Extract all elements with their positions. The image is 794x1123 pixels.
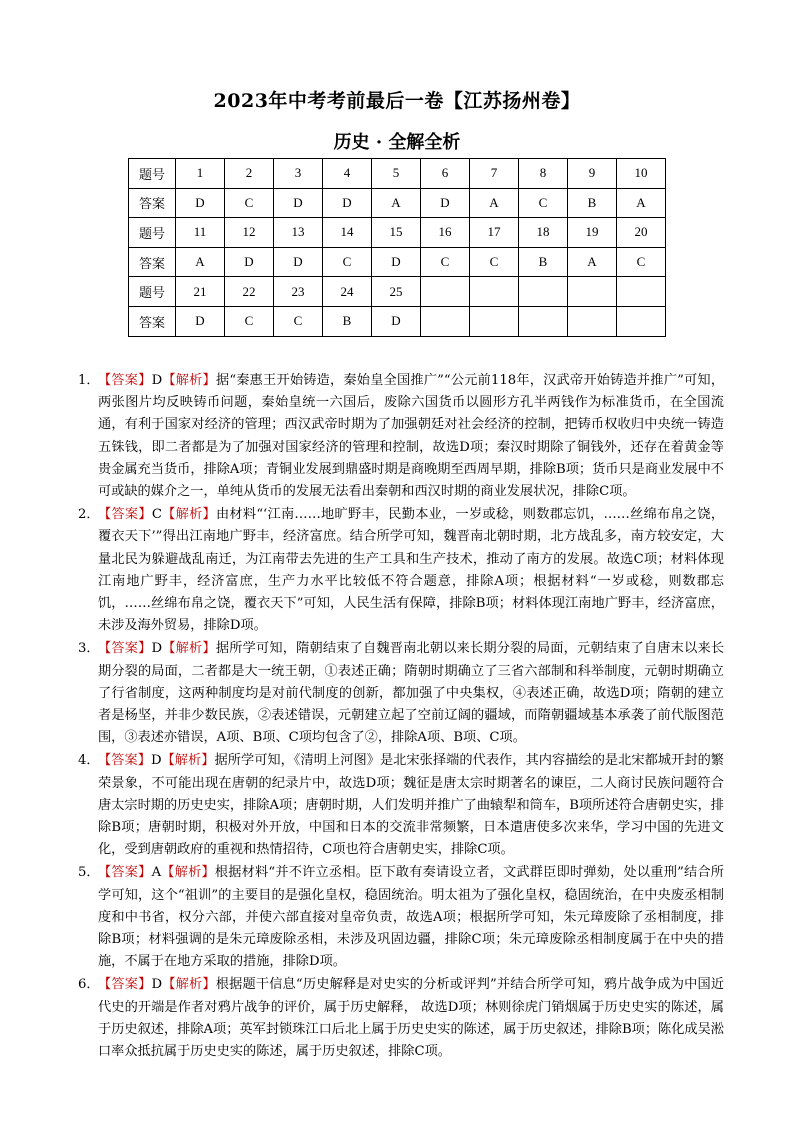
- item-number: 6．: [78, 977, 100, 993]
- table-cell: 6: [421, 159, 470, 189]
- list-item: [78, 504, 724, 637]
- analysis-label: 【解析】: [161, 865, 215, 881]
- table-cell: A: [568, 247, 617, 277]
- table-cell: A: [617, 188, 666, 218]
- table-cell: B: [568, 188, 617, 218]
- table-cell: [421, 277, 470, 307]
- table-row: [129, 247, 666, 277]
- table-cell: 23: [274, 277, 323, 307]
- table-row-header: 题号: [129, 218, 176, 248]
- table-cell: [421, 306, 470, 336]
- table-cell: C: [225, 306, 274, 336]
- table-row: [129, 277, 666, 307]
- table-row: [129, 159, 666, 189]
- table-cell: 22: [225, 277, 274, 307]
- table-cell: [568, 306, 617, 336]
- table-cell: 10: [617, 159, 666, 189]
- table-cell: [519, 306, 568, 336]
- answer-label: 【答案】: [98, 865, 152, 881]
- analysis-text: 根据题干信息“历史解释是对史实的分析或评判”并结合所学可知，鸦片战争成为中国近代史的开端是作者对鸦片战争的评价，属于历史解释， 故选D项；林则徐虎门销烟属于历史史实的陈述，属于历史叙述，排除A项；英军封锁珠江口后北上属于历史史实的陈述，属于历史叙述，排除B项；陈化成吴淞口率众抵抗属于历史史实的陈述，属于历史叙述，排除C项。: [98, 977, 725, 1060]
- table-cell: 4: [323, 159, 372, 189]
- table-cell: 25: [372, 277, 421, 307]
- table-cell: 13: [274, 218, 323, 248]
- item-number: 5．: [78, 865, 100, 881]
- table-row: [129, 218, 666, 248]
- table-row-header: 答案: [129, 188, 176, 218]
- table-cell: [617, 277, 666, 307]
- table-row: [129, 306, 666, 336]
- table-cell: D: [274, 247, 323, 277]
- table-cell: 21: [176, 277, 225, 307]
- table-cell: 8: [519, 159, 568, 189]
- answer-value: D: [151, 373, 163, 388]
- table-cell: 9: [568, 159, 617, 189]
- analysis-text: 根据材料“并不许立丞相。臣下敢有奏请设立者，文武群臣即时弹劾，处以重刑”结合所学可知，这个“祖训”的主要目的是强化皇权，稳固统治。明太祖为了强化皇权，稳固统治，在中央废丞相制度和中书省，权分六部，并使六部直接对皇帝负责，故选A项；根据所学可知，朱元璋废除了丞相制度，排除B项；材料强调的是朱元璋废除丞相，未涉及巩固边疆，排除C项；朱元璋废除丞相制度属于在中央的措施，不属于在地方采取的措施，排除D项。: [98, 865, 724, 970]
- answer-value: A: [151, 865, 162, 881]
- table-cell: 14: [323, 218, 372, 248]
- answer-label: 【答案】: [98, 977, 152, 993]
- table-cell: 18: [519, 218, 568, 248]
- list-item: [78, 750, 724, 861]
- answer-value: C: [151, 507, 162, 523]
- answer-value: D: [151, 641, 163, 657]
- answer-label: 【答案】: [98, 753, 151, 769]
- table-cell: 7: [470, 159, 519, 189]
- analysis-text: 由材料“‘江南……地旷野丰，民勤本业，一岁或稔，则数郡忘饥，……丝绵布帛之饶，覆衣天下’”得出江南地广野丰，经济富庶。结合所学可知，魏晋南北朝时期，北方战乱多，南方较安定，大量北民为躲避战乱南迁，为江南带去先进的生产工具和生产技术，推动了南方的发展。故选C项；材料体现江南地广野丰，经济富庶，生产力水平比较低不符合题意，排除A项；根据材料“一岁或稔，则数郡忘饥，……丝绵布帛之饶，覆衣天下”可知，人民生活有保障，排除B项；材料体现江南地广野丰，经济富庶，未涉及海外贸易，排除D项。: [98, 507, 725, 634]
- analysis-text: 据所学可知，《清明上河图》是北宋张择端的代表作，其内容描绘的是北宋都城开封的繁荣景象，不可能出现在唐朝的纪录片中，故选D项；魏征是唐太宗时期著名的谏臣，二人商讨民族问题符合唐太宗时期的历史史实，排除A项；唐朝时期，人们发明并推广了曲辕犁和筒车，B项所述符合唐朝史实，排除B项；唐朝时期，积极对外开放，中国和日本的交流非常频繁，日本遣唐使多次来华，学习中国的先进文化，受到唐朝政府的重视和热情招待，C项也符合唐朝史实，排除C项。: [98, 753, 724, 858]
- item-number: 2．: [78, 507, 100, 523]
- table-cell: 17: [470, 218, 519, 248]
- item-number: 3．: [78, 641, 100, 657]
- answer-value: D: [150, 753, 162, 769]
- table-cell: D: [372, 247, 421, 277]
- table-cell: 24: [323, 277, 372, 307]
- table-cell: 3: [274, 159, 323, 189]
- table-cell: D: [323, 188, 372, 218]
- item-number: 1．: [78, 373, 100, 388]
- table-cell: D: [176, 188, 225, 218]
- table-row-header: 答案: [129, 247, 176, 277]
- table-cell: D: [176, 306, 225, 336]
- table-cell: [470, 306, 519, 336]
- table-cell: 11: [176, 218, 225, 248]
- table-cell: C: [225, 188, 274, 218]
- table-cell: 15: [372, 218, 421, 248]
- table-cell: 19: [568, 218, 617, 248]
- analysis-text: 据所学可知，隋朝结束了自魏晋南北朝以来长期分裂的局面，元朝结束了自唐末以来长期分裂的局面，二者都是大一统王朝，①表述正确；隋朝时期确立了三省六部制和科举制度，元朝时期确立了行省制度，这两种制度均是对前代制度的创新，都加强了中央集权，④表述正确，故选D项；隋朝的建立者是杨坚，并非少数民族，②表述错误，元朝建立起了空前辽阔的疆域，而隋朝疆域基本承袭了前代版图范围，③表述亦错误，A项、B项、C项均包含了②，排除A项、B项、C项。: [98, 641, 725, 746]
- analysis-text: 据“秦惠王开始铸造，秦始皇全国推广”“公元前118年，汉武帝开始铸造并推广”可知，两张图片均反映铸币问题，秦始皇统一六国后，废除六国货币以圆形方孔半两钱作为标准货币，在全国流通，有利于国家对经济的管理；西汉武帝时期为了加强朝廷对社会经济的控制，把铸币权收归中央统一铸造五铢钱，即二者都是为了加强对国家经济的管理和控制，故选D项；秦汉时期除了铜钱外，还存在着黄金等贵金属充当货币，排除A项；青铜业发展到鼎盛时期是商晚期至西周早期，排除B项；货币只是商业发展中不可或缺的媒介之一，单纯从货币的发展无法看出秦朝和西汉时期的商业发展状况，排除C项。: [98, 373, 725, 500]
- table-cell: C: [274, 306, 323, 336]
- table-cell: C: [617, 247, 666, 277]
- table-cell: C: [470, 247, 519, 277]
- analysis-label: 【解析】: [161, 507, 216, 523]
- analysis-label: 【解析】: [162, 977, 216, 993]
- answer-label: 【答案】: [98, 507, 152, 523]
- explanation-list: [78, 370, 724, 1064]
- table-row-header: 题号: [129, 159, 176, 189]
- answer-value: D: [151, 977, 163, 993]
- answer-label: 【答案】: [98, 373, 152, 388]
- table-cell: C: [519, 188, 568, 218]
- table-cell: 16: [421, 218, 470, 248]
- table-cell: 12: [225, 218, 274, 248]
- table-cell: 2: [225, 159, 274, 189]
- analysis-label: 【解析】: [162, 373, 216, 388]
- table-cell: [519, 277, 568, 307]
- table-row: [129, 188, 666, 218]
- list-item: [78, 974, 724, 1063]
- table-cell: A: [372, 188, 421, 218]
- page-subtitle: 历史 · 全解全析: [333, 132, 461, 153]
- answer-table: [128, 158, 666, 337]
- table-cell: A: [176, 247, 225, 277]
- table-cell: [617, 306, 666, 336]
- answer-label: 【答案】: [98, 641, 152, 657]
- analysis-label: 【解析】: [162, 641, 216, 657]
- table-row-header: 答案: [129, 306, 176, 336]
- table-cell: C: [323, 247, 372, 277]
- table-cell: B: [323, 306, 372, 336]
- table-cell: D: [274, 188, 323, 218]
- table-cell: D: [421, 188, 470, 218]
- table-cell: A: [470, 188, 519, 218]
- item-number: 4．: [78, 753, 100, 769]
- page-title: 2023年中考考前最后一卷【江苏扬州卷】: [213, 90, 581, 112]
- table-cell: D: [225, 247, 274, 277]
- table-cell: C: [421, 247, 470, 277]
- table-cell: 20: [617, 218, 666, 248]
- list-item: [78, 638, 724, 749]
- list-item: [78, 370, 724, 503]
- list-item: [78, 862, 724, 973]
- analysis-label: 【解析】: [161, 753, 215, 769]
- table-cell: B: [519, 247, 568, 277]
- table-cell: 5: [372, 159, 421, 189]
- table-cell: 1: [176, 159, 225, 189]
- table-cell: [470, 277, 519, 307]
- table-cell: [568, 277, 617, 307]
- table-cell: D: [372, 306, 421, 336]
- table-row-header: 题号: [129, 277, 176, 307]
